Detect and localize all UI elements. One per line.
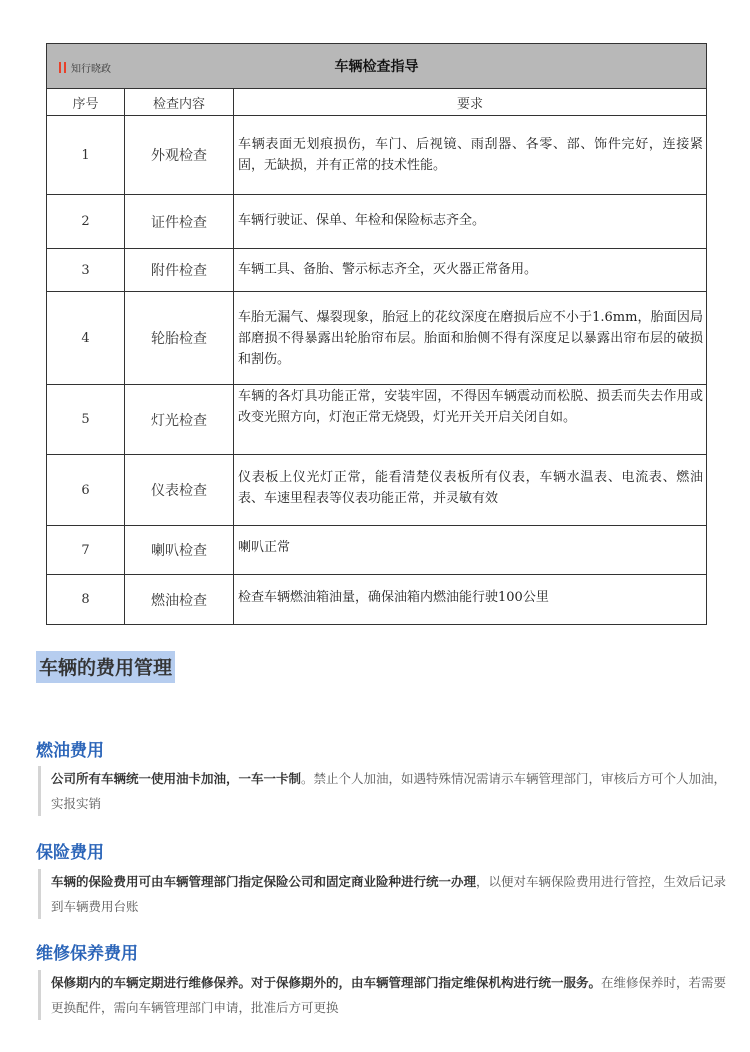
maintenance-text: 在维修保养时，若需要更换配件，需向车辆管理部门申请，批准后方可更换	[51, 975, 727, 1015]
header-item: 检查内容	[125, 89, 234, 116]
row-item: 燃油检查	[125, 575, 234, 625]
brand-logo	[59, 60, 111, 75]
row-no: 7	[47, 526, 125, 575]
row-req: 车辆的各灯具功能正常，安装牢固，不得因车辆震动而松脱、损丢而失去作用或改变光照方向，灯泡正常无烧毁，灯光开关开启关闭自如。	[234, 385, 707, 455]
row-item: 证件检查	[125, 195, 234, 249]
row-no: 5	[47, 385, 125, 455]
insurance-bold: 车辆的保险费用可由车辆管理部门指定保险公司和固定商业险种进行统一办理	[51, 874, 477, 889]
table-row	[47, 195, 707, 249]
row-req: 车胎无漏气、爆裂现象，胎冠上的花纹深度在磨损后应不小于1.6mm，胎面因局部磨损不得暴露出轮胎帘布层。胎面和胎侧不得有深度足以暴露出帘布层的破损和割伤。	[234, 292, 707, 385]
row-item: 灯光检查	[125, 385, 234, 455]
row-no: 2	[47, 195, 125, 249]
insurance-text: ，以便对车辆保险费用进行管控，生效后记录到车辆费用台账	[51, 874, 727, 914]
fuel-heading: 燃油费用	[36, 741, 104, 761]
maintenance-paragraph	[38, 970, 728, 1020]
table-row	[47, 455, 707, 526]
table-row	[47, 526, 707, 575]
row-item: 附件检查	[125, 249, 234, 292]
section-title: 车辆的费用管理	[36, 651, 175, 683]
header-req: 要求	[234, 89, 707, 116]
table-row	[47, 249, 707, 292]
logo-icon	[59, 62, 66, 73]
row-req: 车辆表面无划痕损伤，车门、后视镜、雨刮器、各零、部、饰件完好，连接紧固，无缺损，并有正常的技术性能。	[234, 116, 707, 195]
row-no: 1	[47, 116, 125, 195]
inspection-table-wrap	[46, 43, 706, 625]
row-no: 3	[47, 249, 125, 292]
row-item: 轮胎检查	[125, 292, 234, 385]
fuel-text: 。禁止个人加油，如遇特殊情况需请示车辆管理部门，审核后方可个人加油，实报实销	[51, 771, 727, 811]
row-item: 喇叭检查	[125, 526, 234, 575]
row-req: 检查车辆燃油箱油量，确保油箱内燃油能行驶100公里	[234, 575, 707, 625]
table-row	[47, 385, 707, 455]
maintenance-bold: 保修期内的车辆定期进行维修保养。对于保修期外的，由车辆管理部门指定维保机构进行统一服务。	[51, 975, 602, 990]
row-item: 外观检查	[125, 116, 234, 195]
fuel-paragraph	[38, 766, 728, 816]
row-req: 仪表板上仪光灯正常，能看清楚仪表板所有仪表，车辆水温表、电流表、燃油表、车速里程表等仪表功能正常，并灵敏有效	[234, 455, 707, 526]
row-req: 喇叭正常	[234, 526, 707, 575]
insurance-heading: 保险费用	[36, 843, 104, 863]
table-title-row	[47, 44, 707, 89]
row-no: 4	[47, 292, 125, 385]
row-no: 8	[47, 575, 125, 625]
row-item: 仪表检查	[125, 455, 234, 526]
table-title: 车辆检查指导	[334, 59, 419, 75]
header-no: 序号	[47, 89, 125, 116]
table-header-row	[47, 89, 707, 116]
table-row	[47, 575, 707, 625]
row-req: 车辆行驶证、保单、年检和保险标志齐全。	[234, 195, 707, 249]
table-row	[47, 116, 707, 195]
maintenance-heading: 维修保养费用	[36, 944, 138, 964]
row-no: 6	[47, 455, 125, 526]
row-req: 车辆工具、备胎、警示标志齐全，灭火器正常备用。	[234, 249, 707, 292]
fuel-bold: 公司所有车辆统一使用油卡加油，一车一卡制	[51, 771, 302, 786]
inspection-table	[46, 43, 707, 625]
table-row	[47, 292, 707, 385]
logo-text: 知行晓政	[71, 64, 111, 75]
insurance-paragraph	[38, 869, 728, 919]
